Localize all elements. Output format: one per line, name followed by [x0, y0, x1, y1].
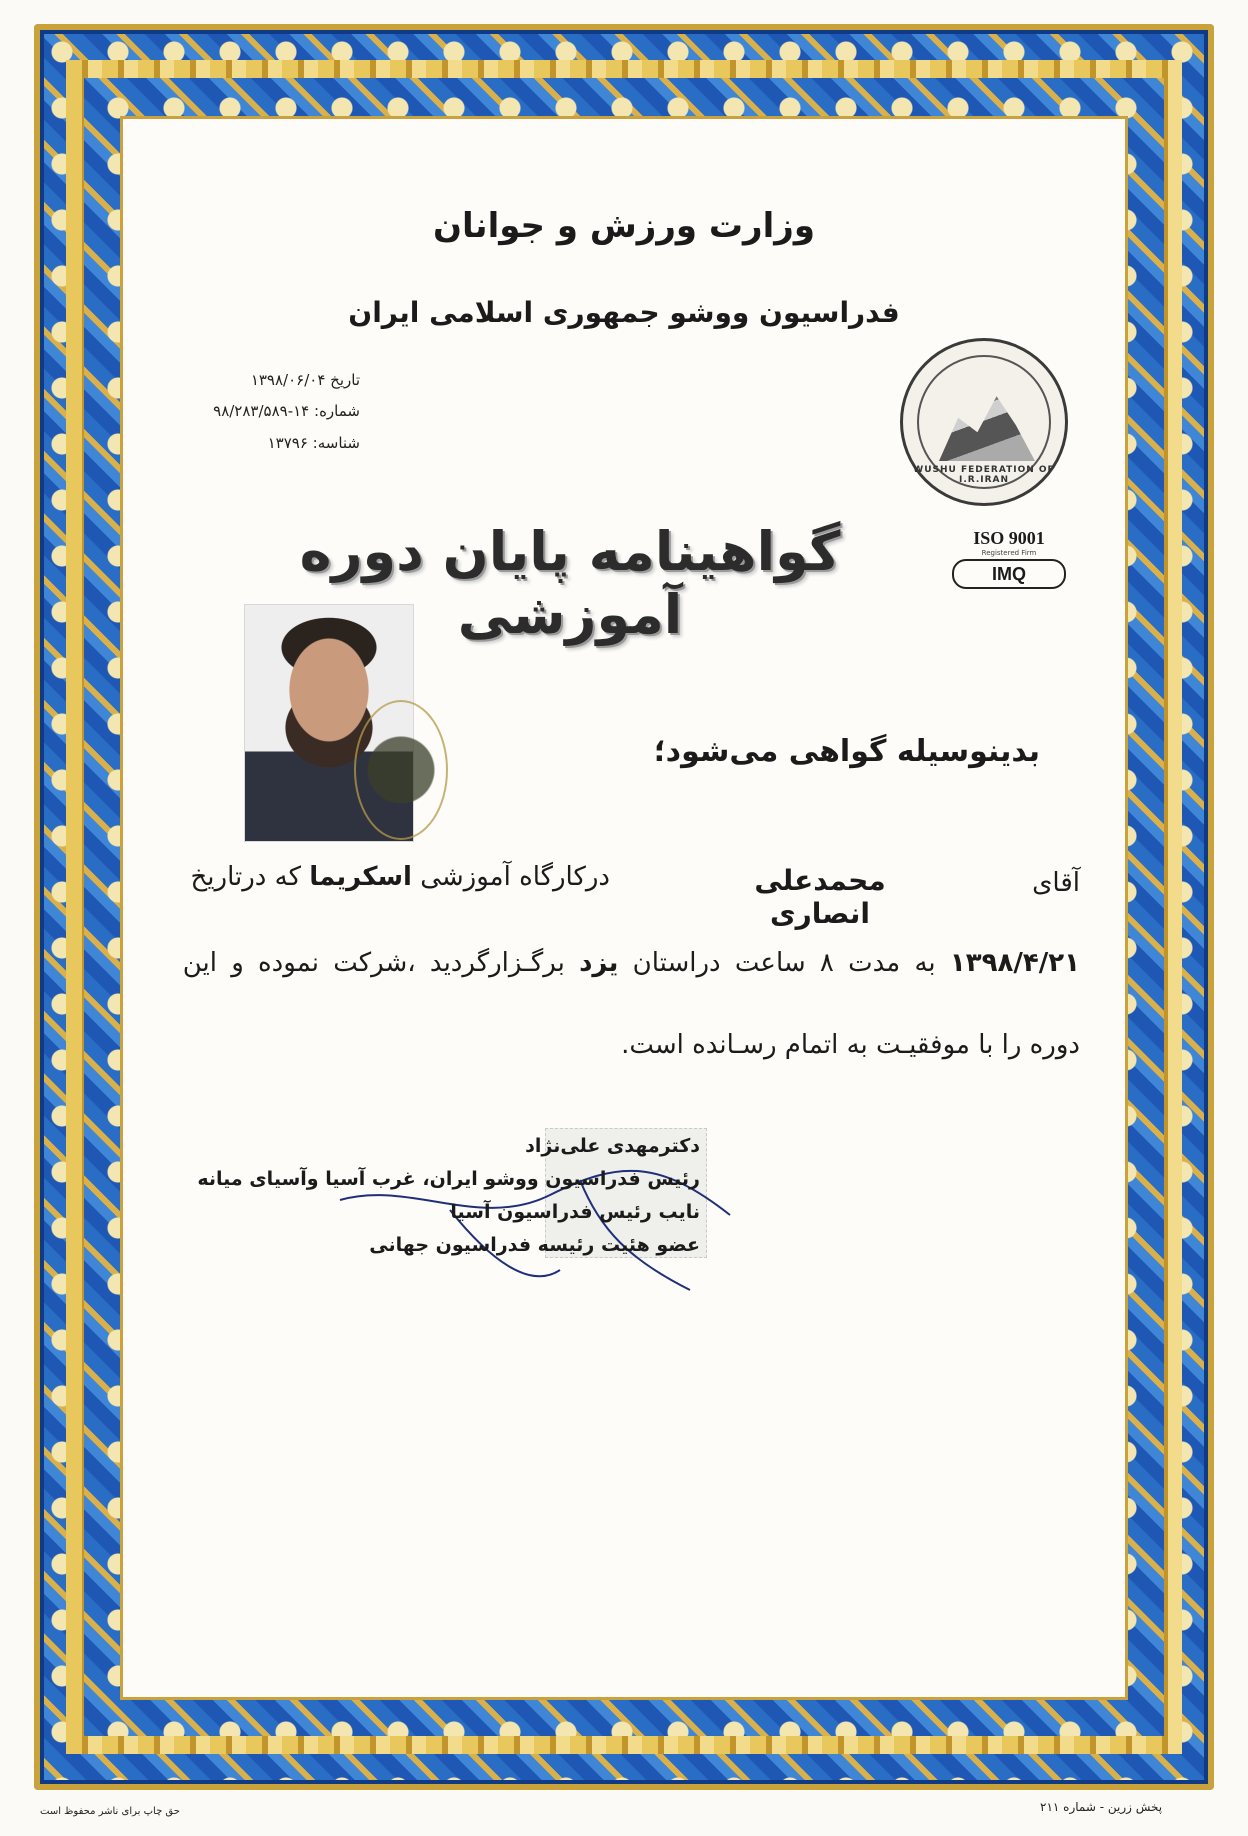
workshop-prefix: درکارگاه آموزشی [420, 862, 610, 892]
course-details-line [160, 948, 1080, 978]
certification-greeting: بدینوسیله گواهی می‌شود؛ [653, 734, 1040, 769]
federation-seal-logo [900, 338, 1068, 506]
iso-subtitle: Registered Firm [981, 549, 1037, 557]
completion-line: دوره را با موفقیـت به اتمام رسـانده است. [621, 1030, 1080, 1060]
province: یزد [579, 948, 619, 978]
workshop-suffix: که درتاریخ [190, 862, 301, 892]
seal-text: WUSHU FEDERATION OF I.R.IRAN [913, 465, 1055, 485]
signatory-title-1: رئیس فدراسیون ووشو ایران، غرب آسیا وآسیای میانه [197, 1168, 700, 1190]
iso-title: ISO 9001 [973, 528, 1045, 548]
signatory-block [140, 1130, 700, 1262]
signatory-title-2: نایب رئیس فدراسیون آسیا [450, 1201, 700, 1223]
honorific: آقای [1032, 868, 1080, 898]
signatory-name: دکترمهدی علی‌نژاد [525, 1135, 700, 1157]
workshop-line [160, 862, 610, 892]
document-id: شناسه: ۱۳۷۹۶ [267, 434, 360, 452]
document-number: شماره: ۱۴-۹۸/۲۸۳/۵۸۹ [213, 402, 360, 420]
signatory-title-3: عضو هئیت رئیسه فدراسیون جهانی [369, 1234, 700, 1256]
holder-name: محمدعلی انصاری [754, 864, 886, 930]
certificate-title: گواهینامه پایان دوره آموزشی [299, 520, 841, 646]
photo-stamp-seal [354, 700, 448, 840]
imq-badge: IMQ [952, 559, 1066, 589]
copyright-note: حق چاپ برای ناشر محفوظ است [40, 1806, 180, 1817]
iso-certification-logo [944, 528, 1074, 589]
workshop-name: اسکریما [309, 862, 412, 892]
issue-date: تاریخ ۱۳۹۸/۰۶/۰۴ [250, 371, 360, 389]
line2-suffix: برگـزارگردید ،شرکت نموده و این [182, 948, 565, 978]
course-date: ۱۳۹۸/۴/۲۱ [949, 948, 1080, 978]
ministry-title: وزارت ورزش و جوانان [433, 206, 815, 246]
publisher-note: پخش زرین - شماره ۲۱۱ [1040, 1800, 1163, 1814]
duration-text: به مدت ۸ ساعت دراستان [632, 948, 936, 978]
federation-title: فدراسیون ووشو جمهوری اسلامی ایران [348, 296, 900, 329]
